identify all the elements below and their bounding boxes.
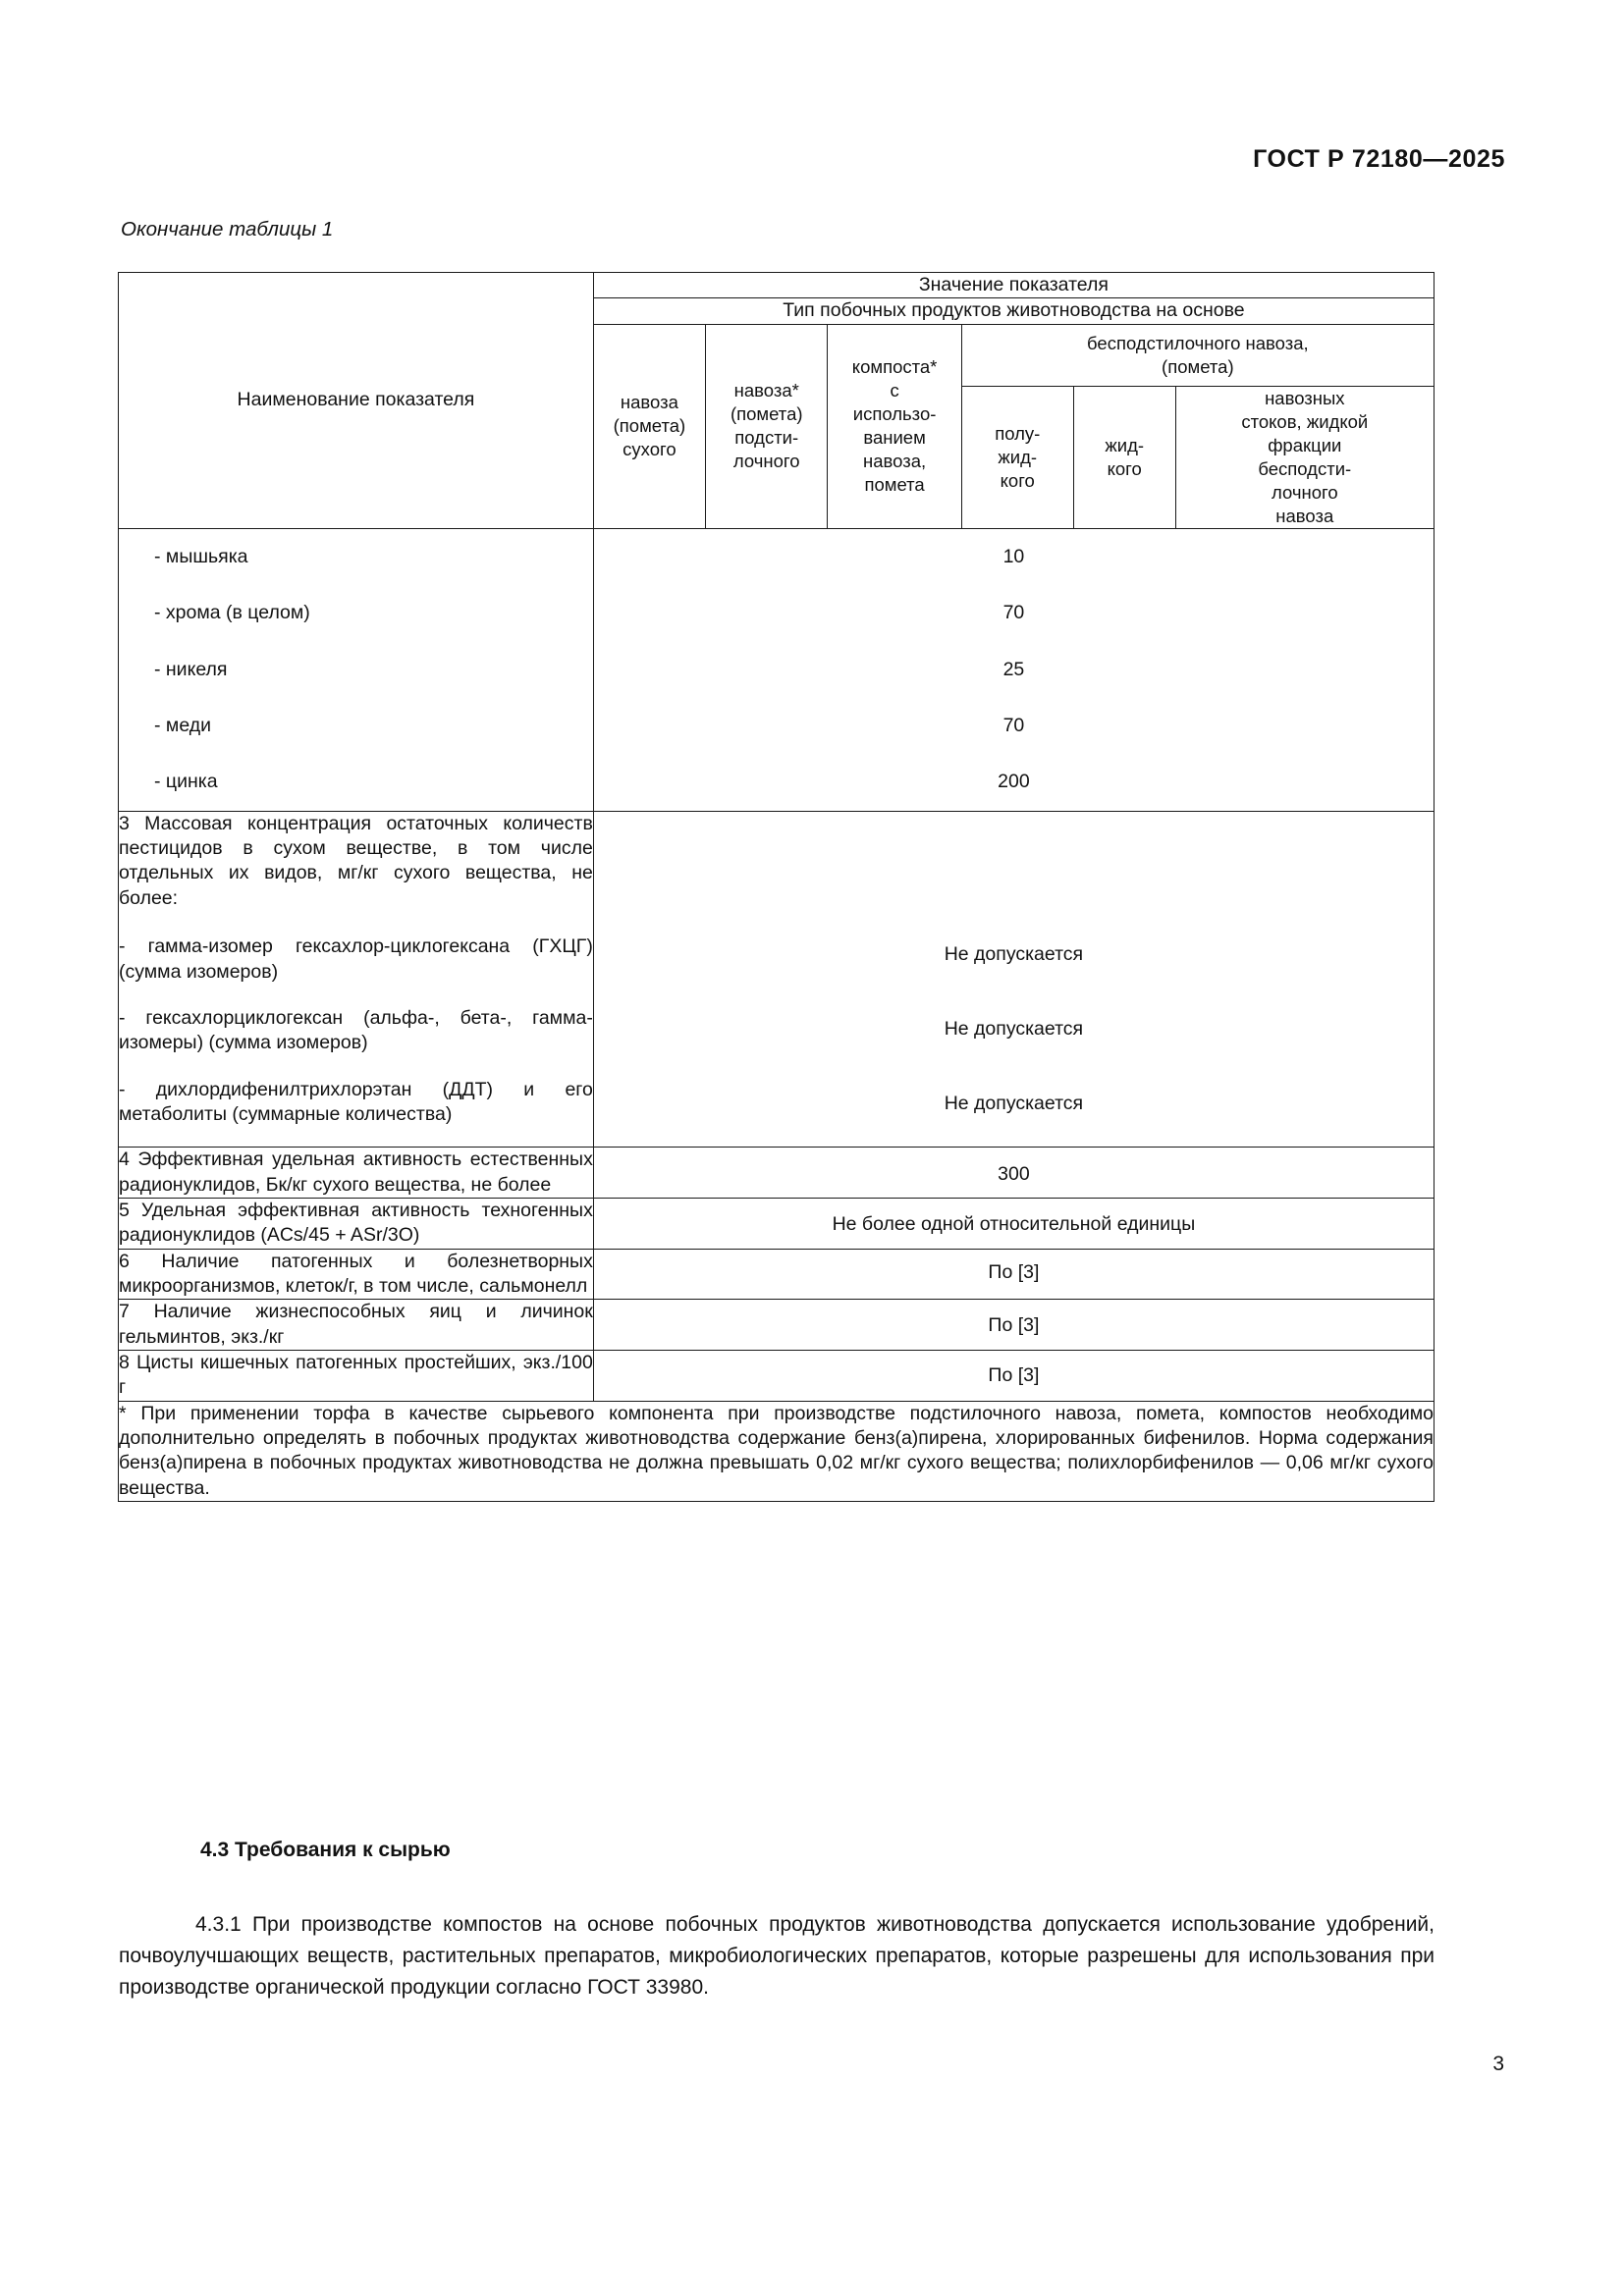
row-value-group bbox=[593, 811, 1434, 1147]
row-value: 10 bbox=[593, 529, 1434, 586]
pesticides-value: Не допускается bbox=[944, 942, 1084, 965]
label-line: лочного bbox=[732, 451, 800, 472]
table-row bbox=[119, 1300, 1435, 1351]
label-line: (помета) bbox=[730, 403, 803, 425]
table-row bbox=[119, 1249, 1435, 1300]
header-cell-name-column: Наименование показателя bbox=[119, 273, 594, 529]
table-row bbox=[119, 698, 1435, 754]
label-line: (помета) bbox=[1162, 355, 1234, 377]
row-label: - мышьяка bbox=[119, 529, 594, 586]
row-label: - никеля bbox=[119, 642, 594, 698]
row-value: По [3] bbox=[593, 1350, 1434, 1401]
label-line: стоков, жидкой bbox=[1241, 410, 1369, 432]
row-label: 8 Цисты кишечных патогенных простейших, экз./100 г bbox=[119, 1350, 594, 1401]
paragraph-4-3-1 bbox=[119, 1909, 1435, 2003]
pesticides-value: Не допускается bbox=[944, 1017, 1084, 1040]
row-label: 4 Эффективная удельная активность естественных радионуклидов, Бк/кг сухого вещества, не более bbox=[119, 1148, 594, 1199]
table-header-row-1 bbox=[119, 273, 1435, 298]
pesticides-item: - дихлордифенилтрихлорэтан (ДДТ) и его метаболиты (суммарные количества) bbox=[119, 1078, 593, 1125]
table-row bbox=[119, 585, 1435, 641]
table-row bbox=[119, 754, 1435, 811]
running-header: ГОСТ Р 72180—2025 bbox=[1253, 145, 1505, 173]
header-cell-slurry-group bbox=[961, 324, 1434, 386]
label-line: бесподстилочного навоза, bbox=[1087, 332, 1309, 353]
row-label: - цинка bbox=[119, 754, 594, 811]
row-label-group bbox=[119, 811, 594, 1147]
row-label: 7 Наличие жизнеспособных яиц и личинок гельминтов, экз./кг bbox=[119, 1300, 594, 1351]
header-cell-type-band: Тип побочных продуктов животноводства на основе bbox=[593, 298, 1434, 324]
header-cell-liquid bbox=[1073, 386, 1175, 528]
row-value: Не более одной относительной единицы bbox=[593, 1198, 1434, 1249]
row-value: По [3] bbox=[593, 1249, 1434, 1300]
label-line: полу- bbox=[995, 422, 1041, 444]
header-cell-compost bbox=[828, 324, 961, 528]
label-line: с bbox=[890, 380, 899, 401]
label-line: сухого bbox=[623, 439, 677, 460]
row-value: 200 bbox=[593, 754, 1434, 811]
section-heading-4-3: 4.3 Требования к сырью bbox=[200, 1839, 451, 1861]
label-line: навоза bbox=[620, 392, 678, 413]
label-line: компоста* bbox=[851, 356, 938, 378]
row-label: 6 Наличие патогенных и болезнетворных микроорганизмов, клеток/г, в том числе, сальмонелл bbox=[119, 1249, 594, 1300]
label-line: навозных bbox=[1265, 387, 1345, 408]
table-row bbox=[119, 529, 1435, 586]
label-line: жид- bbox=[998, 446, 1038, 467]
label-line: ванием bbox=[863, 427, 926, 449]
table-row bbox=[119, 1350, 1435, 1401]
table-row-pesticides bbox=[119, 811, 1435, 1147]
paragraph-text: 4.3.1 При производстве компостов на основе побочных продуктов животноводства допускается использование удобрений, почвоулучшающих веществ, растительных препаратов, микробиологических препаратов, которые разрешены для использования при производстве органической продукции согласно ГОСТ 33980. bbox=[119, 1913, 1435, 1999]
header-cell-manure-dry bbox=[593, 324, 705, 528]
pesticides-value: Не допускается bbox=[944, 1092, 1084, 1114]
label-line: (помета) bbox=[613, 415, 686, 437]
header-cell-runoff bbox=[1175, 386, 1434, 528]
table-row bbox=[119, 642, 1435, 698]
row-value: 25 bbox=[593, 642, 1434, 698]
row-value: По [3] bbox=[593, 1300, 1434, 1351]
label-line: навоза, bbox=[863, 451, 927, 472]
table-row bbox=[119, 1198, 1435, 1249]
row-value: 70 bbox=[593, 585, 1434, 641]
label-line: навоза* bbox=[733, 380, 799, 401]
label-line: помета bbox=[864, 474, 925, 496]
table-row bbox=[119, 1148, 1435, 1199]
header-cell-semiliquid bbox=[961, 386, 1073, 528]
requirements-table bbox=[118, 272, 1435, 1502]
row-value: 300 bbox=[593, 1148, 1434, 1199]
label-line: использо- bbox=[852, 403, 937, 425]
label-line: кого bbox=[1107, 457, 1142, 479]
pesticides-intro: 3 Массовая концентрация остаточных количеств пестицидов в сухом веществе, в том числе отдельных их видов, мг/кг сухого вещества, не более: bbox=[119, 812, 593, 909]
label-line: навоза bbox=[1275, 506, 1334, 527]
table-caption: Окончание таблицы 1 bbox=[121, 218, 334, 240]
header-cell-value-band: Значение показателя bbox=[593, 273, 1434, 298]
page-number: 3 bbox=[1492, 2053, 1504, 2075]
header-cell-manure-bedding bbox=[705, 324, 828, 528]
label-line: жид- bbox=[1105, 434, 1145, 455]
row-label: - меди bbox=[119, 698, 594, 754]
table-footnote-row bbox=[119, 1401, 1435, 1501]
label-line: подсти- bbox=[734, 427, 799, 449]
label-line: фракции bbox=[1268, 434, 1342, 455]
label-line: бесподсти- bbox=[1258, 457, 1352, 479]
pesticides-item: - гамма-изомер гексахлор-циклогексана (ГХЦГ) (сумма изомеров) bbox=[119, 935, 593, 983]
table-footnote: * При применении торфа в качестве сырьевого компонента при производстве подстилочного навоза, помета, компостов необходимо дополнительно определять в побочных продуктах животноводства содержание бенз(а)пирена, хлорированных бифенилов. Норма содержания бенз(а)пирена в побочных продуктах животноводства не должна превышать 0,02 мг/кг сухого вещества; полихлорбифенилов — 0,06 мг/кг сухого вещества. bbox=[119, 1401, 1435, 1501]
row-label: - хрома (в целом) bbox=[119, 585, 594, 641]
label-line: лочного bbox=[1271, 481, 1338, 503]
pesticides-item: - гексахлорциклогексан (альфа-, бета-, гамма-изомеры) (сумма изомеров) bbox=[119, 1006, 593, 1054]
row-label: 5 Удельная эффективная активность техногенных радионуклидов (ACs/45 + ASr/3O) bbox=[119, 1198, 594, 1249]
row-value: 70 bbox=[593, 698, 1434, 754]
label-line: кого bbox=[1000, 469, 1035, 491]
